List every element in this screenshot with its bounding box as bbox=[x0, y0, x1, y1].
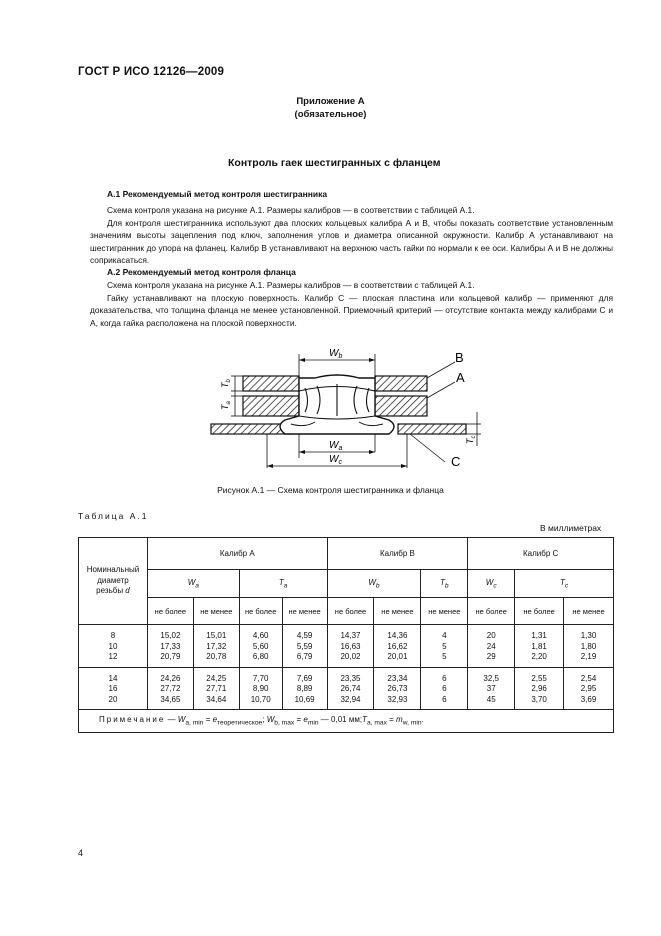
header-caliber-c: Калибр С bbox=[468, 538, 614, 570]
label-b: B bbox=[455, 350, 464, 365]
cell-d: 8 10 12 bbox=[79, 625, 148, 668]
cell-ta-min: 7,69 8,89 10,69 bbox=[282, 667, 327, 710]
cell-wb-min: 23,34 26,73 32,93 bbox=[374, 667, 421, 710]
section-a1-body bbox=[90, 204, 613, 267]
section-a2-heading: А.2 Рекомендуемый метод контроля фланца bbox=[107, 267, 296, 277]
section-a1-p1: Схема контроля указана на рисунке А.1. Размеры калибров — в соответствии с таблицей А.1. bbox=[107, 205, 475, 215]
caliber-c-left bbox=[211, 424, 291, 434]
cell-tc-max: 2,55 2,96 3,70 bbox=[515, 667, 564, 710]
cell-ta-max: 4,60 5,60 6,80 bbox=[239, 625, 282, 668]
header-ta-min: не менее bbox=[282, 598, 327, 625]
header-wa: $W_a$ bbox=[147, 570, 239, 598]
table-row-group-2 bbox=[79, 667, 614, 710]
caliber-table bbox=[78, 537, 614, 733]
table-units: В миллиметрах bbox=[540, 523, 602, 533]
header-ta: $T_a$ bbox=[239, 570, 327, 598]
cell-wc-max: 20 24 29 bbox=[468, 625, 515, 668]
table-note: Примечание — $W_{a, min} = e_{теоретическое}$; $W_{b, max} = e_{min}$ — 0,01 $мм;T_{a, max} = m_{w, min}$. bbox=[79, 710, 614, 733]
header-nominal: Номинальный диаметр резьбы d bbox=[79, 538, 148, 625]
section-a2-p1: Схема контроля указана на рисунке А.1. Размеры калибров — в соответствии с таблицей А.1. bbox=[107, 280, 475, 290]
cell-wa-max: 15,02 17,33 20,79 bbox=[147, 625, 193, 668]
table-note-row bbox=[79, 710, 614, 733]
figure-caption: Рисунок А.1 — Схема контроля шестигранника и фланца bbox=[217, 485, 444, 495]
figure-a1-diagram bbox=[205, 342, 495, 472]
cell-tc-min: 1,30 1,80 2,19 bbox=[564, 625, 614, 668]
header-wb-min: не менее bbox=[374, 598, 421, 625]
cell-ta-max: 7,70 8,90 10,70 bbox=[239, 667, 282, 710]
annex-status: (обязательное) bbox=[294, 109, 367, 120]
main-title: Контроль гаек шестигранных с фланцем bbox=[228, 157, 441, 169]
document-header: ГОСТ Р ИСО 12126—2009 bbox=[78, 66, 225, 78]
label-a: A bbox=[456, 370, 465, 385]
cell-wa-max: 24,26 27,72 34,65 bbox=[147, 667, 193, 710]
caliber-b-right bbox=[375, 376, 427, 391]
label-c: C bbox=[451, 454, 461, 469]
caliber-a-right bbox=[375, 396, 427, 416]
cell-wc-max: 32,5 37 45 bbox=[468, 667, 515, 710]
label-tb: $T_b$ bbox=[220, 379, 232, 388]
header-ta-max: не более bbox=[239, 598, 282, 625]
label-tc: $T_c$ bbox=[465, 435, 477, 444]
table-row-group-1 bbox=[79, 625, 614, 668]
table-title: Таблица А.1 bbox=[78, 511, 149, 521]
label-wb: $W_b$ bbox=[329, 348, 343, 360]
section-a2-body bbox=[90, 279, 613, 329]
header-caliber-a: Калибр А bbox=[147, 538, 327, 570]
caliber-a-left bbox=[243, 396, 299, 416]
header-wb-max: не более bbox=[327, 598, 374, 625]
header-tb: $T_b$ bbox=[421, 570, 468, 598]
cell-tc-max: 1,31 1,81 2,20 bbox=[515, 625, 564, 668]
cell-ta-min: 4,59 5,59 6,79 bbox=[282, 625, 327, 668]
section-a2-p2: Гайку устанавливают на плоскую поверхность. Калибр С — плоская пластина или кольцевой калибр — применяют для доказательства, что толщина фланца не менее установленной. Приемочный критерий — отсутствие контакта между калибрами С и А, когда гайка расположена на плоской поверхности. bbox=[90, 292, 613, 328]
header-wa-max: не более bbox=[147, 598, 193, 625]
caliber-c-right bbox=[398, 424, 466, 434]
cell-wb-max: 23,35 26,74 32,94 bbox=[327, 667, 374, 710]
header-wc: $W_c$ bbox=[468, 570, 515, 598]
header-tc-max: не более bbox=[515, 598, 564, 625]
header-caliber-b: Калибр В bbox=[327, 538, 468, 570]
header-wb: $W_b$ bbox=[327, 570, 421, 598]
label-ta: $T_a$ bbox=[220, 401, 232, 410]
cell-tb-min: 6 6 6 bbox=[421, 667, 468, 710]
section-a1-p2: Для контроля шестигранника используют два плоских кольцевых калибра А и В, чтобы показать соответствие установленным значениям высоты зацепления под ключ, заполнения углов и диаметра описанной окружности. Калибр А устанавливают на шестигранник до упора на фланец. Калибр В устанавливают на верхнюю часть гайки по нормали к ее оси. Калибры А и В не должны соприкасаться. bbox=[90, 217, 613, 265]
annex-title: Приложение А bbox=[296, 96, 365, 107]
header-tc: $T_c$ bbox=[515, 570, 614, 598]
cell-wa-min: 24,25 27,71 34,64 bbox=[193, 667, 239, 710]
cell-d: 14 16 20 bbox=[79, 667, 148, 710]
section-a1-heading: А.1 Рекомендуемый метод контроля шестигранника bbox=[107, 189, 328, 199]
header-wa-min: не менее bbox=[193, 598, 239, 625]
label-wc: $W_c$ bbox=[329, 454, 342, 466]
cell-wb-max: 14,37 16,63 20,02 bbox=[327, 625, 374, 668]
cell-tb-min: 4 5 5 bbox=[421, 625, 468, 668]
caliber-b-left bbox=[243, 376, 299, 391]
header-tc-min: не менее bbox=[564, 598, 614, 625]
cell-tc-min: 2,54 2,95 3,69 bbox=[564, 667, 614, 710]
label-wa: $W_a$ bbox=[329, 440, 343, 452]
header-tb-min: не менее bbox=[421, 598, 468, 625]
header-wc-max: не более bbox=[468, 598, 515, 625]
cell-wb-min: 14,36 16,62 20,01 bbox=[374, 625, 421, 668]
page-number: 4 bbox=[78, 848, 84, 858]
cell-wa-min: 15,01 17,32 20,78 bbox=[193, 625, 239, 668]
